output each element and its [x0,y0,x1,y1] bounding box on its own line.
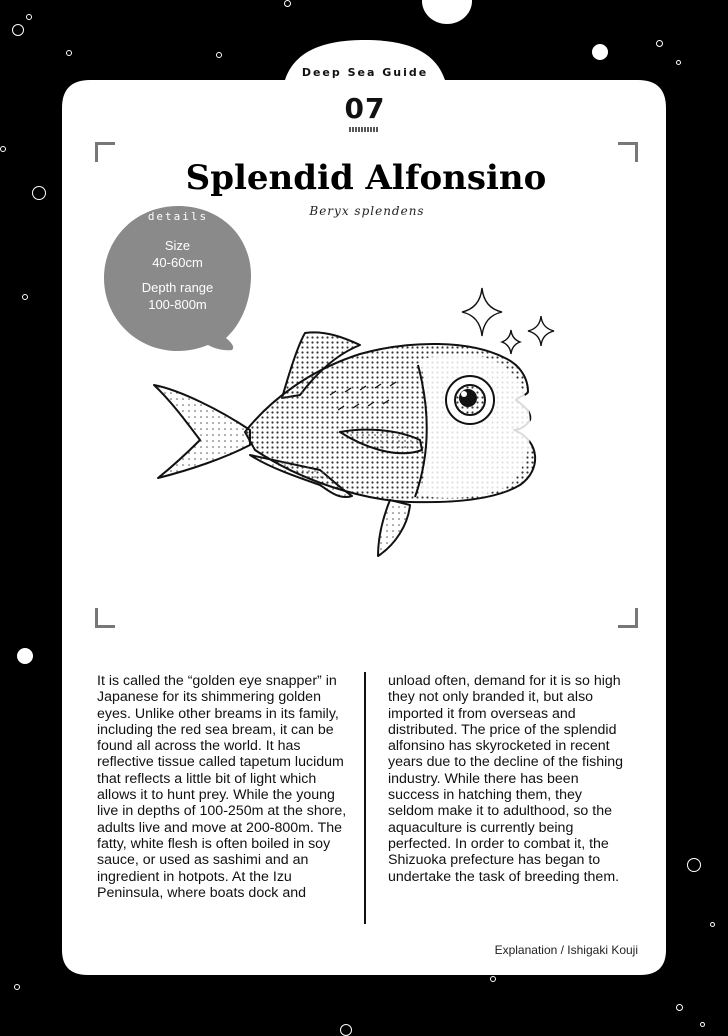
depth-value: 100-800m [148,297,207,312]
size-title: Size [164,238,191,253]
frame-corner-top-left [95,142,115,162]
guide-number: 07 [344,92,386,125]
credit-line: Explanation / Ishigaki Kouji [494,943,638,957]
guide-label: Deep Sea Guide [301,66,429,79]
page-title: Splendid Alfonsino [185,158,547,198]
frame-corner-bottom-right [618,608,638,628]
description-left-column: It is called the “golden eye snapper” in Japanese for its shimmering golden eyes. Unlike other breams in its family, including the red sea bream, it can be found all across the world. It has reflective tissue called tapetum lucidum that reflects a little bit of light which allows it to hunt prey. While the young live in depths of 100-250m at the shore, adults live and move at 200-800m. The fatty, white flesh is often boiled in soy sauce, or used as sashimi and an ingredient in hotpots. At the Izu Peninsula, where boats dock and [97,673,347,901]
scientific-name: Beryx splendens [309,204,425,218]
column-divider [364,672,366,924]
details-label: details [147,210,209,223]
frame-corner-bottom-left [95,608,115,628]
size-value: 40-60cm [152,255,203,270]
depth-title: Depth range [141,280,214,295]
details-blob [104,206,251,351]
frame-corner-top-right [618,142,638,162]
description-right-column: unload often, demand for it is so high they not only branded it, but also imported it from overseas and distributed. The price of the splendid alfonsino has skyrocketed in recent years due to the decline of the fishing industry. While there has been success in hatching them, they seldom make it to adulthood, so the aquaculture is currently being perfected. In order to combat it, the Shizuoka prefecture has began to undertake the task of breeding them. [388,673,624,885]
